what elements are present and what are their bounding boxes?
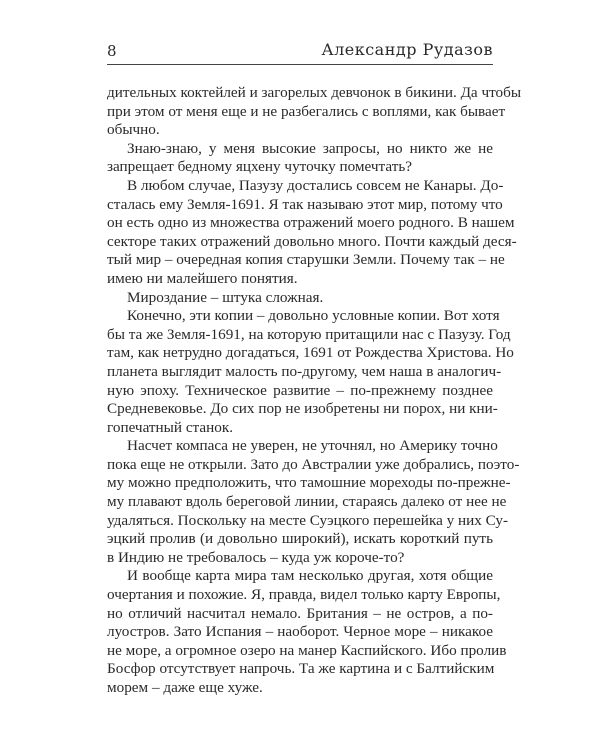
- text-line: му можно предположить, что тамошние мореходы по-прежне-: [107, 474, 511, 492]
- text-line: гопечатный станок.: [107, 418, 234, 436]
- text-line: Мироздание – штука сложная.: [127, 288, 324, 306]
- text-line: Знаю-знаю, у меня высокие запросы, но никто же не: [127, 139, 493, 157]
- text-line: бы та же Земля-1691, на которую притащили нас с Пазузу. Год: [107, 325, 511, 343]
- text-line: при этом от меня еще и не разбегались с воплями, как бывает: [107, 102, 506, 120]
- text-line: Насчет компаса не уверен, не уточнял, но Америку точно: [127, 437, 498, 455]
- text-line: в Индию не требовалось – куда уж короче-то?: [107, 548, 405, 566]
- author-name: Александр Рудазов: [321, 40, 493, 59]
- text-line: обычно.: [107, 121, 160, 139]
- text-line: там, как нетрудно догадаться, 1691 от Рождества Христова. Но: [107, 344, 514, 362]
- text-line: секторе таких отражений довольно много. Почти каждый деся-: [107, 232, 517, 250]
- text-line: но отличий насчитал немало. Британия – не остров, а по-: [107, 604, 493, 622]
- text-line: му плавают вдоль береговой линии, стараясь далеко от нее не: [107, 493, 507, 511]
- text-line: сталась ему Земля-1691. Я так называю этот мир, потому что: [107, 195, 503, 213]
- text-line: Босфор отсутствует напрочь. Та же картина и с Балтийским: [107, 660, 495, 678]
- page-number: 8: [107, 42, 117, 60]
- text-line: очертания и похожие. Я, правда, видел только карту Европы,: [107, 586, 501, 604]
- text-line: удаляться. Поскольку на месте Суэцкого перешейка у них Су-: [107, 511, 509, 529]
- text-line: Средневековье. До сих пор не изобретены ни порох, ни кни-: [107, 400, 498, 418]
- text-line: Конечно, эти копии – довольно условные копии. Вот хотя: [127, 307, 500, 325]
- text-line: морем – даже еще хуже.: [107, 679, 263, 696]
- text-line: пока еще не открыли. Зато до Австралии уже добрались, поэто-: [107, 455, 520, 473]
- text-line: ную эпоху. Техническое развитие – по-прежнему позднее: [107, 381, 493, 399]
- text-line: тый мир – очередная копия старушки Земли. Почему так – не: [107, 251, 505, 269]
- running-header: [107, 38, 493, 65]
- text-line: он есть одно из множества отражений моего родного. В нашем: [107, 214, 515, 232]
- text-line: луостров. Зато Испания – наоборот. Черное море – никакое: [107, 623, 493, 641]
- text-line: запрещает бедному яцхену чуточку помечтать?: [107, 158, 413, 176]
- text-line: дительных коктейлей и загорелых девчонок в бикини. Да чтобы: [107, 84, 522, 101]
- text-line: не море, а огромное озеро на манер Каспийского. Ибо пролив: [107, 641, 507, 659]
- text-line: планета выглядит малость по-другому, чем наша в аналогич-: [107, 362, 502, 380]
- body-text: [107, 84, 522, 698]
- text-line: В любом случае, Пазузу достались совсем не Канары. До-: [127, 176, 504, 194]
- text-line: И вообще карта мира там несколько другая, хотя общие: [127, 567, 493, 585]
- text-line: эцкий пролив (и довольно широкий), искать короткий путь: [107, 530, 493, 548]
- text-line: имею ни малейшего понятия.: [107, 269, 298, 287]
